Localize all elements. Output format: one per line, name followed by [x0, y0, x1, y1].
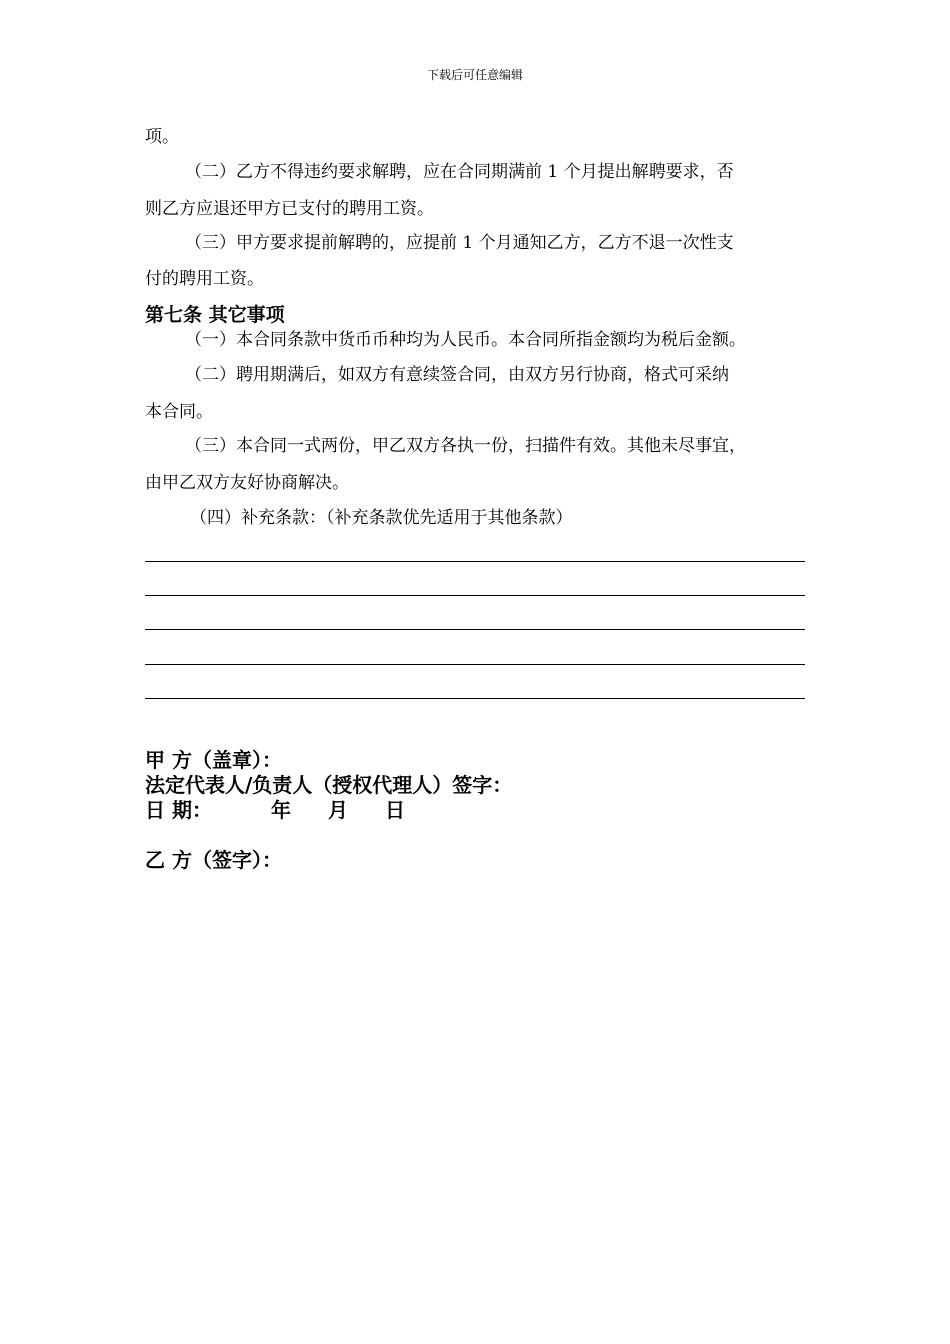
clause-line: （三）本合同一式两份，甲乙双方各执一份，扫描件有效。其他未尽事宜，	[185, 436, 746, 456]
section-title: 第七条 其它事项	[145, 304, 285, 326]
fill-in-line[interactable]	[145, 629, 805, 630]
fill-in-line[interactable]	[145, 664, 805, 665]
representative-label: 法定代表人/负责人（授权代理人）签字：	[145, 773, 513, 797]
paragraph-line: （二）乙方不得违约要求解聘，应在合同期满前 1 个月提出解聘要求，否	[185, 162, 734, 182]
clause-line: （二）聘用期满后，如双方有意续签合同，由双方另行协商，格式可采纳	[185, 365, 729, 385]
month-label: 月	[328, 798, 348, 822]
paragraph-line: 项。	[145, 127, 179, 147]
clause-line: （一）本合同条款中货币币种均为人民币。本合同所指金额均为税后金额。	[185, 330, 746, 350]
fill-in-line[interactable]	[145, 698, 805, 699]
paragraph-line: 则乙方应退还甲方已支付的聘用工资。	[145, 199, 434, 219]
date-label: 日 期：	[145, 798, 212, 822]
date-row	[145, 797, 545, 823]
party-b-label: 乙 方（签字）：	[145, 848, 282, 872]
party-a-label: 甲 方（盖章）：	[145, 748, 282, 772]
clause-line: 本合同。	[145, 402, 213, 422]
clause-line: （四）补充条款：（补充条款优先适用于其他条款）	[190, 508, 573, 528]
paragraph-line: 付的聘用工资。	[145, 269, 264, 289]
year-label: 年	[271, 798, 291, 822]
page-header: 下载后可任意编辑	[426, 68, 523, 82]
clause-line: 由甲乙双方友好协商解决。	[145, 473, 349, 493]
day-label: 日	[385, 798, 405, 822]
fill-in-line[interactable]	[145, 561, 805, 562]
paragraph-line: （三）甲方要求提前解聘的，应提前 1 个月通知乙方，乙方不退一次性支	[185, 233, 734, 253]
fill-in-line[interactable]	[145, 595, 805, 596]
